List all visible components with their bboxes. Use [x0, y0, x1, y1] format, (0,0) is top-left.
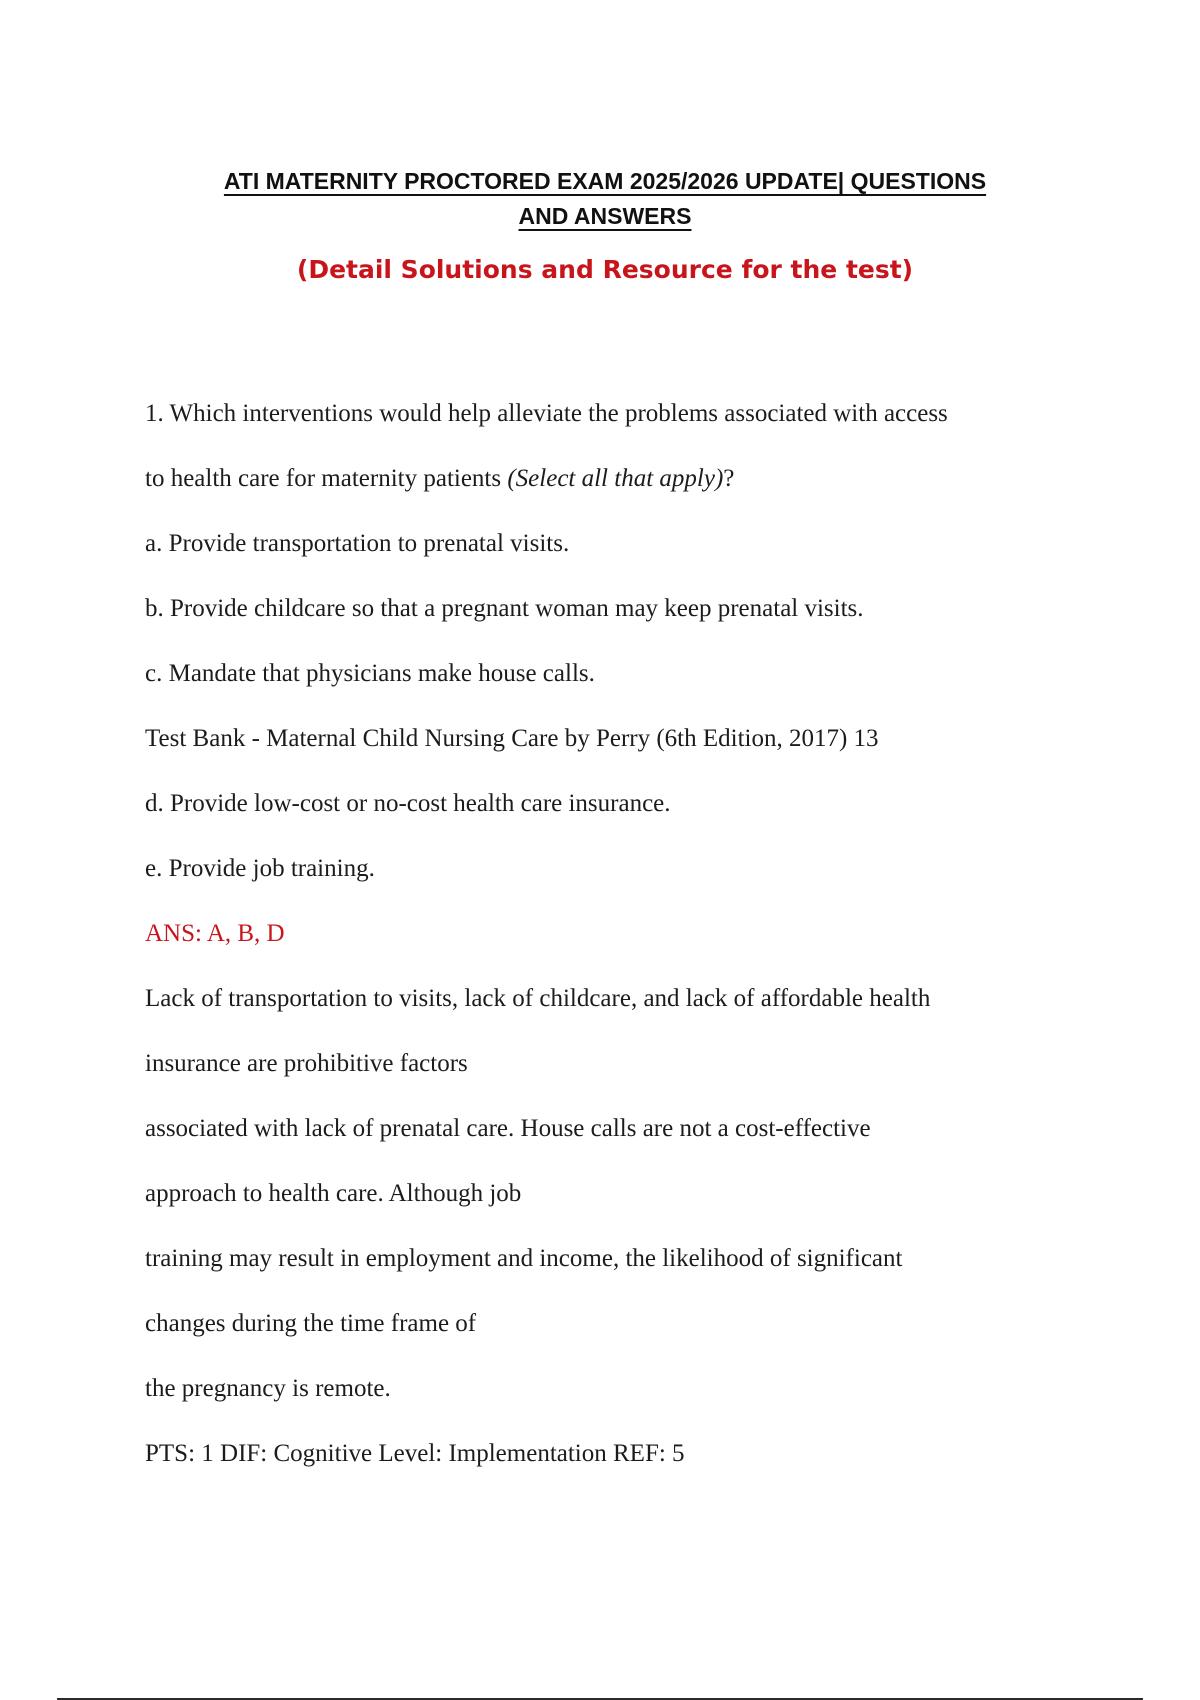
rationale-line-5: training may result in employment and income, the likelihood of significant [145, 1245, 903, 1272]
question-stem-line-2 [145, 462, 734, 496]
rationale-line-1: Lack of transportation to visits, lack of childcare, and lack of affordable health [145, 985, 931, 1012]
source-note: Test Bank - Maternal Child Nursing Care by Perry (6th Edition, 2017) 13 [145, 725, 879, 752]
rationale-line-3: associated with lack of prenatal care. House calls are not a cost-effective [145, 1115, 871, 1142]
document-title-line-2 [145, 199, 1065, 234]
option-d: d. Provide low-cost or no-cost health care insurance. [145, 790, 671, 817]
document-title-text-2: AND ANSWERS [518, 203, 692, 229]
option-a: a. Provide transportation to prenatal visits. [145, 530, 570, 557]
question-stem-suffix: ? [723, 465, 735, 492]
rationale-line-7: the pregnancy is remote. [145, 1375, 391, 1402]
rationale-line-6: changes during the time frame of [145, 1310, 477, 1337]
rationale-line-2: insurance are prohibitive factors [145, 1050, 468, 1077]
answer-key: ANS: A, B, D [145, 920, 285, 947]
option-e: e. Provide job training. [145, 855, 375, 882]
document-title-text-1: ATI MATERNITY PROCTORED EXAM 2025/2026 UPDATE| QUESTIONS [223, 168, 987, 194]
document-subtitle: (Detail Solutions and Resource for the test) [296, 255, 914, 284]
question-stem-prefix: to health care for maternity patients [145, 465, 508, 492]
question-stem-line-1: 1. Which interventions would help alleviate the problems associated with access [145, 400, 948, 427]
question-stem-instruction: (Select all that apply) [507, 465, 724, 492]
option-c: c. Mandate that physicians make house calls. [145, 660, 595, 687]
rationale-line-4: approach to health care. Although job [145, 1180, 522, 1207]
option-b: b. Provide childcare so that a pregnant woman may keep prenatal visits. [145, 595, 864, 622]
question-metadata: PTS: 1 DIF: Cognitive Level: Implementation REF: 5 [145, 1440, 685, 1467]
document-title-line-1 [145, 164, 1065, 199]
